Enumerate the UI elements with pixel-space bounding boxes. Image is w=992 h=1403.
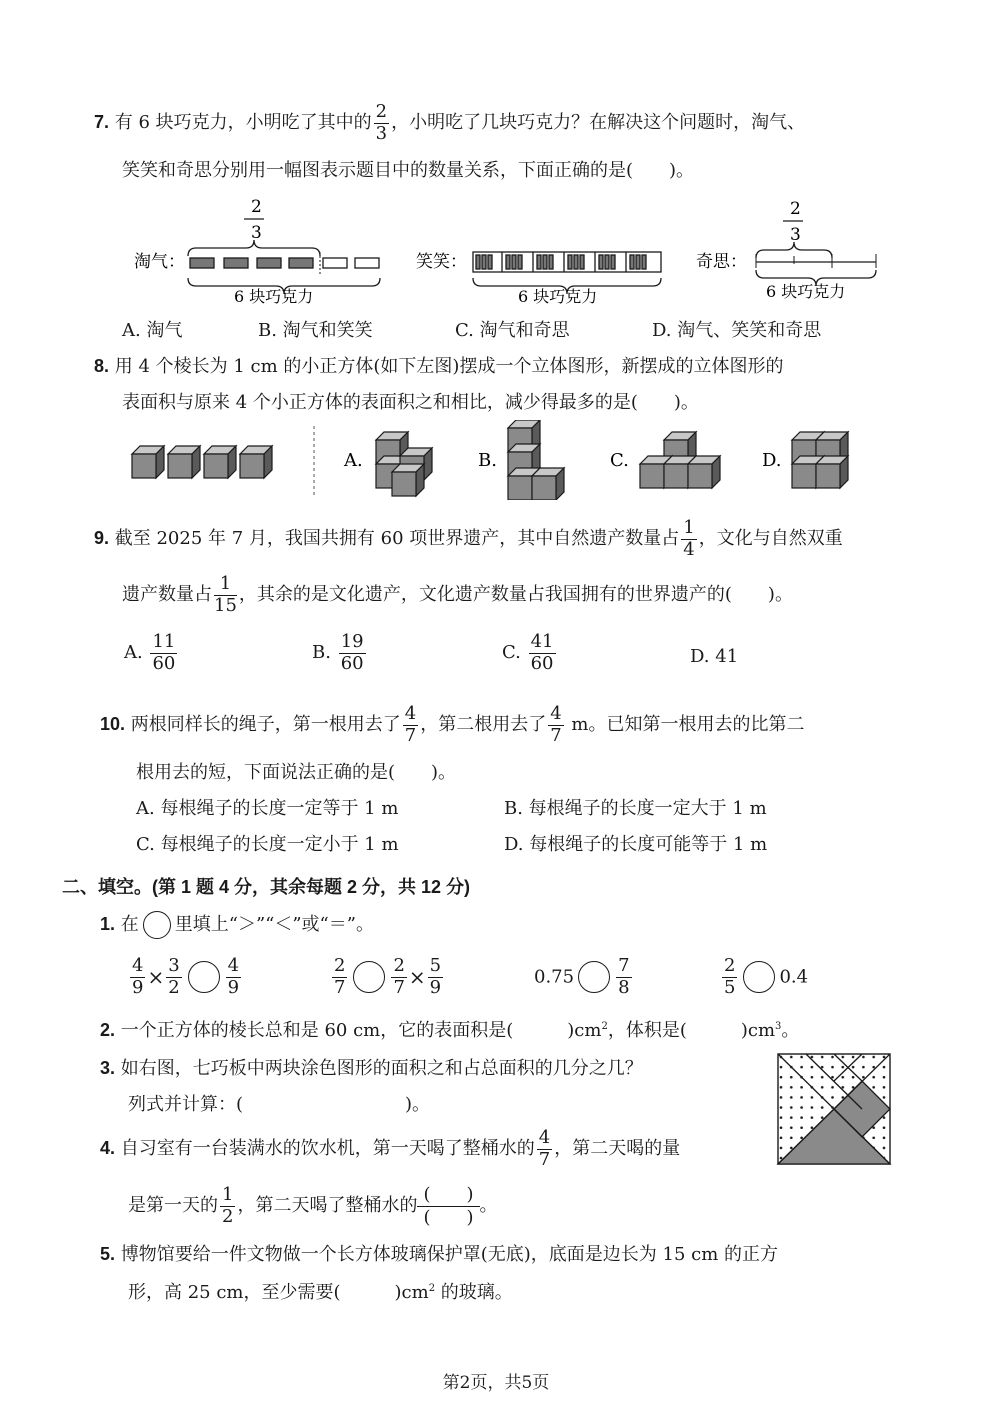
answer-fraction-blank[interactable]: ( ) ( ) xyxy=(417,1184,479,1228)
q8-line1 xyxy=(94,352,783,378)
q10-option-b: B. 每根绳子的长度一定大于 1 m xyxy=(504,798,767,819)
f4-line2: 是第一天的 $\frac{1}{2}$ ，第二天喝了整桶水的 ( ) ( ) 。 xyxy=(128,1183,498,1228)
f5-line2: 形，高 25 cm，至少需要( )$cm^2$ 的玻璃。 xyxy=(128,1282,513,1303)
diagram-name-xiaoxiao: 笑笑： xyxy=(416,252,467,272)
q9-option-a: A. $\frac{11}{60}$ xyxy=(124,631,176,674)
shape-a xyxy=(376,432,432,496)
diagram-caption: 6 块巧克力 xyxy=(234,287,314,306)
q10-line1 xyxy=(100,704,804,746)
q7-line1 xyxy=(94,102,805,144)
question-number: 8. xyxy=(94,356,110,376)
diagram-name-taoqi: 淘气： xyxy=(134,252,185,272)
text: 有 6 块巧克力，小明吃了其中的 xyxy=(114,112,372,134)
label-a: A. xyxy=(344,450,363,471)
text: m。已知第一根用去的比第二 xyxy=(565,714,805,736)
fraction: $\frac{1}{4}$ xyxy=(683,517,695,560)
text: ，文化与自然双重 xyxy=(698,528,843,550)
section-title: 二、填空。(第 1 题 4 分，其余每题 2 分，共 12 分) xyxy=(62,877,471,897)
shape-b xyxy=(508,420,564,500)
f3-line2: 列式并计算：( )。 xyxy=(128,1094,431,1115)
f1-instruction: 1. 在 里填上“＞”“＜”或“＝”。 xyxy=(100,910,374,939)
f1-expr-4: $\frac{2}{5}$ 0.4 xyxy=(724,955,809,998)
shape-c xyxy=(640,432,720,488)
f5-line1: 5. 博物馆要给一件文物做一个长方体玻璃保护罩(无底)，底面是边长为 15 cm 的正方 xyxy=(100,1244,779,1265)
q7-option-a: A. 淘气 xyxy=(122,320,183,341)
chocolate-blocks xyxy=(190,258,379,268)
fraction-den: 3 xyxy=(790,225,801,245)
question-number: 9. xyxy=(94,528,110,549)
f1-expr-2: $\frac{2}{7}$ $\frac{2}{7}$ × $\frac{5}{9}$ xyxy=(334,955,442,998)
question-number: 5. xyxy=(100,1244,116,1264)
label-d: D. xyxy=(762,450,782,471)
text: 遗产数量占 xyxy=(122,584,212,606)
f1-expr-1: $\frac{4}{9}$ × $\frac{3}{2}$ $\frac{4}{9}$ xyxy=(132,955,240,998)
fraction-den: 3 xyxy=(251,223,262,243)
text: 截至 2025 年 7 月，我国共拥有 60 项世界遗产，其中自然遗产数量占 xyxy=(114,528,680,550)
f1-expr-3: 0.75 $\frac{7}{8}$ xyxy=(534,955,630,998)
compare-circle[interactable] xyxy=(743,961,775,993)
q10-option-c: C. 每根绳子的长度一定小于 1 m xyxy=(136,834,399,855)
text: ，小明吃了几块巧克力？在解决这个问题时，淘气、 xyxy=(391,112,806,134)
page-footer: 第2页，共5页 xyxy=(442,1373,550,1393)
fraction-num: 2 xyxy=(790,199,801,219)
f3-line1: 3. 如右图，七巧板中两块涂色图形的面积之和占总面积的几分之几？ xyxy=(100,1058,643,1079)
diagram-caption: 6 块巧克力 xyxy=(766,282,846,301)
circle-blank xyxy=(143,911,171,939)
q8-line2: 表面积与原来 4 个小正方体的表面积之和相比，减少得最多的是( )。 xyxy=(122,392,699,413)
q8-figures xyxy=(126,420,886,500)
shape-d xyxy=(792,432,848,488)
text: 两根同样长的绳子，第一根用去了 xyxy=(130,714,401,736)
text: ，其余的是文化遗产，文化遗产数量占我国拥有的世界遗产的( )。 xyxy=(238,584,793,606)
text: 用 4 个棱长为 1 cm 的小正方体(如下左图)摆成一个立体图形，新摆成的立体图形的 xyxy=(114,356,784,377)
compare-circle[interactable] xyxy=(353,961,385,993)
diagram-name-qisi: 奇思： xyxy=(696,252,747,272)
question-number: 4. xyxy=(100,1138,116,1159)
fraction: $\frac{1}{15}$ xyxy=(214,573,237,616)
diagram-caption: 6 块巧克力 xyxy=(518,287,598,306)
unit-cubes xyxy=(132,446,272,478)
question-number: 1. xyxy=(100,914,116,934)
compare-circle[interactable] xyxy=(578,961,610,993)
question-number: 2. xyxy=(100,1020,116,1040)
tangram-figure xyxy=(776,1052,892,1166)
compare-circle[interactable] xyxy=(188,961,220,993)
fraction: $\frac{2}{3}$ xyxy=(375,101,388,144)
text: ，第二根用去了 xyxy=(420,714,547,736)
q7-line2: 笑笑和奇思分别用一幅图表示题目中的数量关系，下面正确的是( )。 xyxy=(122,160,695,181)
q7-option-d: D. 淘气、笑笑和奇思 xyxy=(652,320,822,341)
q9-option-d: D. 41 xyxy=(690,646,739,667)
q9-line2 xyxy=(122,574,793,616)
f4-line1: 4. 自习室有一台装满水的饮水机，第一天喝了整桶水的 $\frac{4}{7}$ ，第二天喝的量 xyxy=(100,1127,681,1170)
q10-option-d: D. 每根绳子的长度可能等于 1 m xyxy=(504,834,768,855)
fraction: $\frac{4}{7}$ xyxy=(404,703,417,746)
q7-option-c: C. 淘气和奇思 xyxy=(455,320,570,341)
q10-line2: 根用去的短，下面说法正确的是( )。 xyxy=(136,762,457,783)
f2-line: 2. 一个正方体的棱长总和是 60 cm，它的表面积是( )$cm^2$，体积是( )$cm^3$。 xyxy=(100,1020,800,1041)
question-number: 7. xyxy=(94,112,110,133)
q9-option-b: B. $\frac{19}{60}$ xyxy=(312,631,364,674)
q10-option-a: A. 每根绳子的长度一定等于 1 m xyxy=(136,798,399,819)
fraction-num: 2 xyxy=(251,197,262,217)
q9-option-c: C. $\frac{41}{60}$ xyxy=(502,631,554,674)
question-number: 3. xyxy=(100,1058,116,1078)
chocolate-blocks xyxy=(473,252,661,272)
label-b: B. xyxy=(478,450,497,471)
q9-line1 xyxy=(94,518,843,560)
q7-diagrams xyxy=(126,192,896,312)
question-number: 10. xyxy=(100,714,126,735)
q7-option-b: B. 淘气和笑笑 xyxy=(258,320,373,341)
label-c: C. xyxy=(610,450,629,471)
fraction: $\frac{4}{7}$ xyxy=(550,703,562,746)
